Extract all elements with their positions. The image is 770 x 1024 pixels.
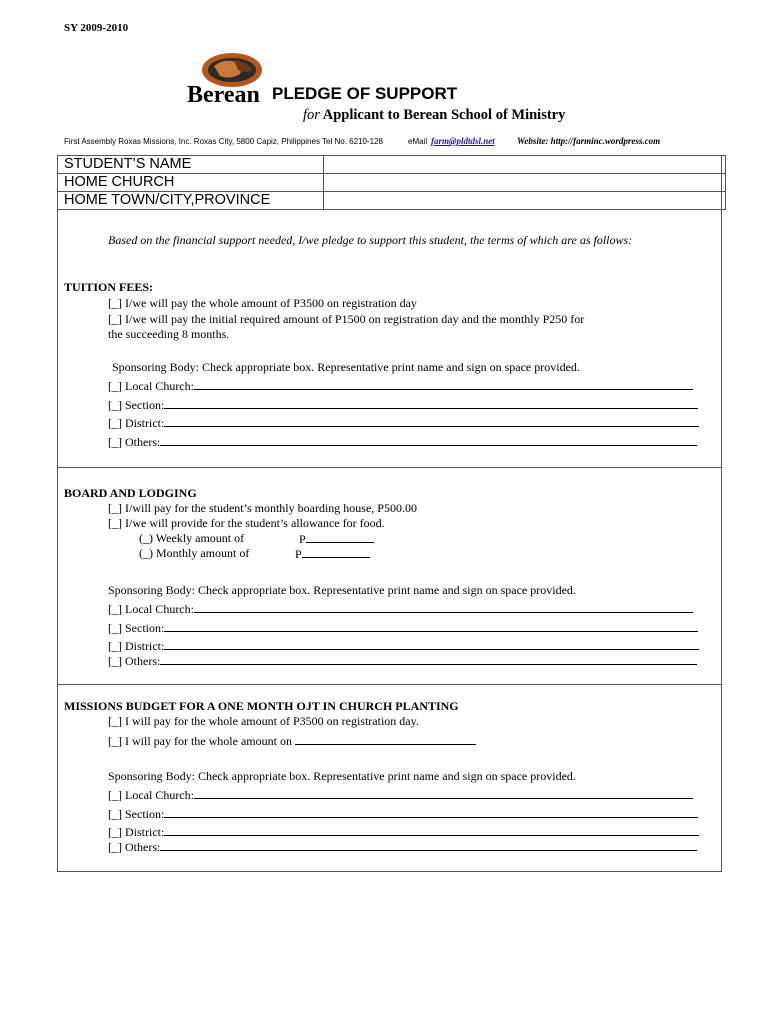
board-others-line[interactable] bbox=[160, 653, 697, 665]
board-section-line[interactable] bbox=[164, 620, 698, 632]
tuition-section-line[interactable] bbox=[164, 397, 698, 409]
berean-logo bbox=[186, 52, 266, 106]
board-monthly-label[interactable]: (_) Monthly amount of bbox=[139, 546, 250, 560]
tuition-option-2[interactable]: [_] I/we will pay the initial required amount of P1500 on registration day and the monthly P250 for bbox=[108, 312, 585, 326]
subtitle-for: for bbox=[303, 107, 320, 123]
missions-option-2[interactable]: [_] I will pay for the whole amount on bbox=[108, 734, 292, 748]
board-sponsoring-note: Sponsoring Body: Check appropriate box. Representative print name and sign on space provided. bbox=[108, 583, 576, 597]
missions-others-line[interactable] bbox=[160, 839, 697, 851]
missions-district-label[interactable]: [_] District: bbox=[108, 825, 165, 839]
school-year: SY 2009-2010 bbox=[64, 22, 129, 34]
missions-others-label[interactable]: [_] Others: bbox=[108, 840, 161, 854]
contact-info: First Assembly Roxas Missions, Inc. Roxas City, 5800 Capiz, Philippines Tel No. 6210-128 bbox=[64, 137, 383, 146]
tuition-local-church-label[interactable]: [_] Local Church: bbox=[108, 379, 194, 393]
tuition-others-line[interactable] bbox=[160, 434, 697, 446]
logo-text: Berean bbox=[187, 82, 260, 106]
missions-amount-line[interactable] bbox=[295, 733, 476, 745]
student-info-table bbox=[57, 155, 726, 210]
missions-section-line[interactable] bbox=[164, 806, 698, 818]
tuition-heading: TUITION FEES: bbox=[64, 280, 154, 294]
tuition-district-label[interactable]: [_] District: bbox=[108, 416, 165, 430]
tuition-option-1[interactable]: [_] I/we will pay the whole amount of P3500 on registration day bbox=[108, 296, 417, 310]
page-title: PLEDGE OF SUPPORT bbox=[272, 84, 458, 103]
board-heading: BOARD AND LODGING bbox=[64, 486, 197, 500]
email-link[interactable]: farm@pldtdsl.net bbox=[431, 136, 495, 146]
tuition-local-church-line[interactable] bbox=[194, 378, 693, 390]
board-option-1[interactable]: [_] I/will pay for the student’s monthly boarding house, P500.00 bbox=[108, 501, 417, 515]
subtitle-rest: Applicant to Berean School of Ministry bbox=[322, 107, 566, 123]
home-town-field[interactable] bbox=[324, 192, 726, 210]
board-weekly-label[interactable]: (_) Weekly amount of bbox=[139, 531, 245, 545]
tuition-others-label[interactable]: [_] Others: bbox=[108, 435, 161, 449]
tuition-sponsoring-note: Sponsoring Body: Check appropriate box. Representative print name and sign on space provided. bbox=[112, 360, 580, 374]
missions-local-church-label[interactable]: [_] Local Church: bbox=[108, 788, 194, 802]
board-district-line[interactable] bbox=[164, 638, 699, 650]
table-row bbox=[58, 174, 726, 192]
board-monthly-amount-line[interactable] bbox=[302, 546, 370, 558]
home-church-label: HOME CHURCH bbox=[58, 174, 324, 192]
student-name-field[interactable] bbox=[324, 156, 726, 174]
tuition-district-line[interactable] bbox=[164, 415, 699, 427]
tuition-option-2-cont: the succeeding 8 months. bbox=[108, 327, 230, 341]
board-weekly-amount-line[interactable] bbox=[306, 531, 374, 543]
website-text: Website: http://farminc.wordpress.com bbox=[517, 136, 661, 146]
email-label: eMail bbox=[408, 137, 428, 146]
table-row bbox=[58, 156, 726, 174]
board-others-label[interactable]: [_] Others: bbox=[108, 654, 161, 668]
tuition-section-label[interactable]: [_] Section: bbox=[108, 398, 165, 412]
missions-option-1[interactable]: [_] I will pay for the whole amount of P3500 on registration day. bbox=[108, 714, 419, 728]
home-church-field[interactable] bbox=[324, 174, 726, 192]
missions-local-church-line[interactable] bbox=[194, 787, 693, 799]
page-subtitle bbox=[303, 107, 565, 124]
home-town-label: HOME TOWN/CITY,PROVINCE bbox=[58, 192, 324, 210]
missions-heading: MISSIONS BUDGET FOR A ONE MONTH OJT IN CHURCH PLANTING bbox=[64, 699, 459, 713]
board-weekly-currency: P bbox=[299, 532, 306, 546]
board-local-church-line[interactable] bbox=[194, 601, 693, 613]
missions-sponsoring-note: Sponsoring Body: Check appropriate box. Representative print name and sign on space provided. bbox=[108, 769, 576, 783]
board-monthly-currency: P bbox=[295, 547, 302, 561]
board-section-label[interactable]: [_] Section: bbox=[108, 621, 165, 635]
intro-text: Based on the financial support needed, I/we pledge to support this student, the terms of which are as follows: bbox=[108, 233, 633, 247]
board-district-label[interactable]: [_] District: bbox=[108, 639, 165, 653]
missions-section-label[interactable]: [_] Section: bbox=[108, 807, 165, 821]
table-row bbox=[58, 192, 726, 210]
board-local-church-label[interactable]: [_] Local Church: bbox=[108, 602, 194, 616]
missions-district-line[interactable] bbox=[164, 824, 699, 836]
student-name-label: STUDENT’S NAME bbox=[58, 156, 324, 174]
board-option-2[interactable]: [_] I/we will provide for the student’s allowance for food. bbox=[108, 516, 385, 530]
